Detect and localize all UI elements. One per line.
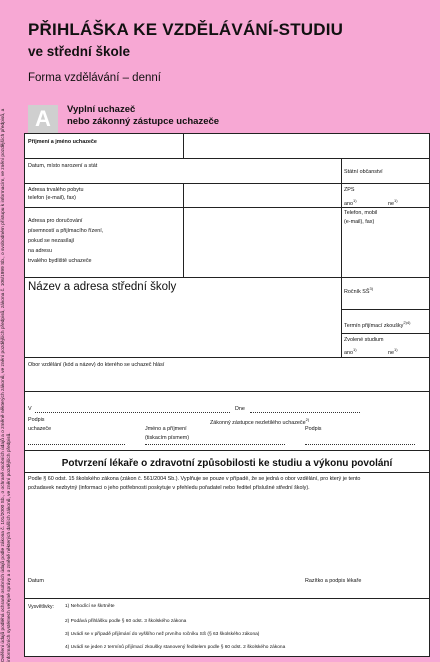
exam-field[interactable] — [342, 310, 429, 334]
address-field[interactable] — [25, 184, 184, 208]
school-label: Název a adresa střední školy — [28, 281, 177, 293]
form-title: PŘIHLÁŠKA KE VZDĚLÁVÁNÍ-STUDIU — [28, 20, 344, 39]
footnote-3: 3) Uvádí se v případě přijímání do vyššího než prvního ročníku SŠ (§ 63 školského zákona) — [65, 632, 260, 637]
address-value-field[interactable] — [184, 184, 342, 208]
form-subtitle: ve střední škole — [28, 44, 131, 59]
footnote-1: 1) Nehodící se škrtněte — [65, 604, 115, 609]
guardian-label: Zákonný zástupce nezletilého uchazeče$^{2)}$ — [210, 417, 310, 426]
footnote-2: 2) Podává přihlášku podle § 60 odst. 3 školského zákona — [65, 619, 187, 624]
school-field[interactable] — [25, 278, 342, 358]
fill-by-line2: nebo zákonný zástupce uchazeče — [67, 116, 220, 127]
sign-label1: Podpis — [28, 417, 45, 423]
phone-label2: (e-mail), fax) — [344, 219, 375, 225]
studied-yes: ano$^{1)}$ — [344, 347, 357, 356]
studied-label: Zvolené studium — [344, 337, 384, 343]
year-field[interactable] — [342, 278, 429, 310]
section-a-badge: A — [28, 105, 58, 133]
footnote-4: 4) Uvádí se jeden z termínů přijímací zkoušky stanovený ředitelem podle § 60 odst. 2 školského zákona — [65, 645, 286, 650]
zps-field[interactable] — [342, 184, 429, 208]
studied-no: $ne^{1)}$ — [388, 347, 398, 356]
zps-no: $ne^{1)}$ — [388, 198, 398, 207]
delivery-label1: Adresa pro doručování — [28, 218, 83, 224]
guardian-name-line[interactable] — [145, 444, 285, 445]
study-form-line: Forma vzdělávání – denní — [28, 72, 161, 84]
phone-label1: Telefon, mobil — [344, 210, 378, 216]
dob-label: Datum, místo narození a stát — [28, 163, 98, 169]
date-label: Dne — [235, 406, 245, 412]
fill-by-line1: Vyplní uchazeč — [67, 104, 136, 115]
delivery-label2: písemností a přijímacího řízení, — [28, 228, 104, 234]
year-label: Ročník SŠ$^{3)}$ — [344, 286, 374, 295]
zps-label: ZPS — [344, 187, 355, 193]
divider — [25, 472, 429, 473]
guardian-name-label1: Jméno a příjmení — [145, 426, 187, 432]
sign-label2: uchazeče — [28, 426, 52, 432]
footnotes-label: Vysvětlivky: — [28, 604, 54, 610]
place-label: V — [28, 406, 32, 412]
delivery-label3: pokud se nezasílají — [28, 238, 75, 244]
delivery-label5: trvalého bydliště uchazeče — [28, 258, 92, 264]
date-line[interactable] — [250, 412, 360, 413]
medical-title: Potvrzení lékaře o zdravotní způsobilosti ke studiu a výkonu povolání — [61, 458, 393, 469]
delivery-value-field[interactable] — [184, 208, 342, 278]
zps-yes: ano$^{1)}$ — [344, 198, 357, 207]
divider — [25, 598, 429, 599]
medical-date-label: Datum — [28, 578, 44, 584]
medical-text2: požadavek nezbytný (informaci o jeho potřebnosti poskytuje v přehledu pořadatel nebo ředitel příslušné střední školy). — [28, 485, 310, 491]
side-legal-note: Ověření údajů podléhá ochraně osobních údajů podle zákona č. 101/2000 Sb., o ochraně osobních údajů a o změně některých zákonů, ve znění pozdějších předpisů, zákona č. 106/1999 Sb., o svobodném přístupu k informacím, ve znění pozdějších předpisů, a informačních systémech veřejné správy a o změně některých dalších zákonů, ve znění pozdějších předpisů. — [1, 108, 12, 662]
applicant-sign-line[interactable] — [28, 444, 125, 445]
citizenship-field[interactable] — [342, 159, 429, 184]
guardian-sign-label: Podpis — [305, 426, 322, 432]
citizenship-label: Státní občanství — [344, 169, 383, 175]
guardian-name-label2: (tiskacím písmem) — [145, 435, 190, 441]
fill-by-note — [67, 104, 219, 128]
name-value-field[interactable] — [184, 134, 429, 159]
field-of-study[interactable] — [25, 358, 429, 392]
phone-field[interactable] — [342, 208, 429, 278]
field-label: Obor vzdělání (kód a název) do kterého se uchazeč hlásí — [28, 362, 165, 368]
divider — [25, 450, 429, 451]
place-line[interactable] — [35, 412, 230, 413]
form-sheet — [24, 133, 430, 657]
studied-field[interactable] — [342, 334, 429, 358]
name-field[interactable] — [25, 134, 184, 159]
delivery-address-field[interactable] — [25, 208, 184, 278]
medical-text1: Podle § 60 odst. 15 školského zákona (zákon č. 561/2004 Sb.). Vyplňuje se pouze v případě, že se jedná o obor vzdělání, pro který je tento — [28, 476, 361, 482]
medical-stamp-label: Razítko a podpis lékaře — [305, 578, 362, 584]
guardian-sign-line[interactable] — [305, 444, 415, 445]
delivery-label4: na adresu — [28, 248, 52, 254]
dob-field[interactable] — [25, 159, 342, 184]
address-label2: telefon (e-mail), fax) — [28, 195, 76, 201]
address-label1: Adresa trvalého pobytu — [28, 187, 84, 193]
name-label: Příjmení a jméno uchazeče — [28, 139, 97, 145]
exam-label: Termín přijímací zkoušky$^{2)4)}$ — [344, 320, 411, 329]
